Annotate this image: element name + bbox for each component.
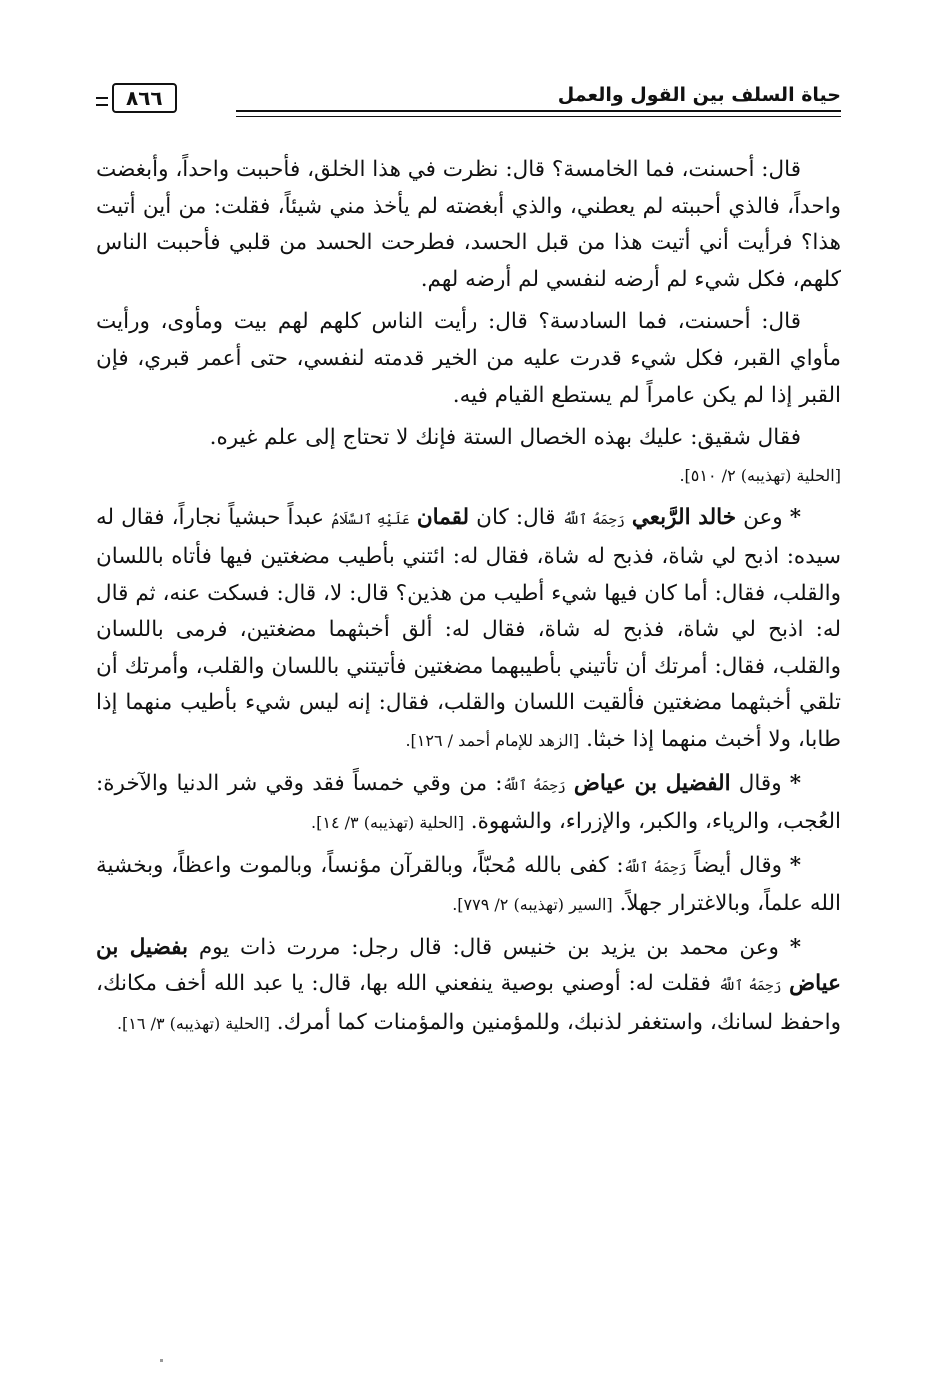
- paragraph-7: [96, 930, 841, 1043]
- text: وقال: [738, 770, 782, 796]
- person-name: خالد الرَّبعي: [631, 505, 736, 531]
- page-number: ٨٦٦: [112, 83, 177, 113]
- paragraph-2: قال: أحسنت، فما السادسة؟ قال: رأيت الناس كلهم لهم بيت ومأوى، ورأيت مأواي القبر، فكل شيء قدرت عليه من الخير قدمته لنفسي، حتى أعمر قبري، فإن القبر إذا لم يكن عامراً لم يستطع القيام فيه.: [96, 309, 841, 408]
- text: وعن محمد بن يزيد بن خنيس قال: قال رجل: مررت ذات يوم: [198, 934, 779, 960]
- citation: [السير (تهذيبه) ٢/ ٧٧٩].: [452, 895, 613, 915]
- honorific: رَحِمَهُ ٱللَّهُ: [718, 978, 782, 995]
- paragraph-1: قال: أحسنت، فما الخامسة؟ قال: نظرت في هذا الخلق، فأحببت واحداً، وأبغضت واحداً، فالذي أحببته لم يعطني، والذي أبغضته لم يأخذ مني شيئاً، فقلت: من أين أتيت هذا؟ فرأيت أني أتيت هذا من قبل الحسد، فطرحت الحسد من قلبي فأحببت الناس كلهم، فكل شيء لم أرضه لنفسي لم أرضه لهم.: [96, 157, 841, 292]
- text: وقال أيضاً: [694, 852, 782, 878]
- header-ornament: [96, 97, 108, 106]
- paragraph-5: [96, 766, 841, 842]
- person-name: الفضيل بن عياض: [573, 770, 731, 796]
- star-bullet: *: [789, 852, 801, 878]
- person-name: بفضيل بن عياض: [96, 934, 842, 997]
- citation: [الزهد للإمام أحمد / ١٢٦].: [405, 730, 580, 750]
- citation: [الحلية (تهذيبه) ٣/ ١٦].: [116, 1014, 270, 1034]
- text: فقلت له: أوصني بوصية ينفعني الله بها، قال: يا عبد الله أخف مكانك، واحفظ لسانك، واستغفر لذنبك، وللمؤمنين والمؤمنات كما أمرك.: [96, 971, 841, 1036]
- honorific: رَحِمَهُ ٱللَّهُ: [623, 859, 687, 876]
- page-body: [96, 152, 841, 1049]
- running-title: حياة السلف بين القول والعمل: [557, 84, 841, 106]
- star-bullet: *: [789, 505, 802, 531]
- paragraph-3-text: فقال شقيق: عليك بهذه الخصال الستة فإنك لا تحتاج إلى علم غيره.: [209, 425, 801, 451]
- paragraph-3: [96, 420, 841, 494]
- honorific: رَحِمَهُ ٱللَّهُ: [562, 512, 625, 529]
- paragraph-6: [96, 848, 841, 924]
- scan-speck: [160, 1359, 163, 1362]
- text: عبداً حبشياً نجاراً، فقال له سيده: اذبح لي شاة، فذبح له شاة، فقال له: ائتني بأطيب مضغتين فيها فأتاه باللسان والقلب، فقال: أما كان فيها شيء أطيب من هذين؟ قال: لا، قال: فسكت عنه، ثم قال له: اذبح لي شاة، فذبح له شاة، فقال له: ألق أخبثهما مضغتين، فرمى باللسان والقلب، فقال: أمرتك أن تأتيني بأطيبهما مضغتين فأتيتني باللسان والقلب، وأمرتك أن تلقي أخبثهما مضغتين فألقيت اللسان والقلب، فقال: إنه ليس شيء بأطيب منهما إذا طابا، ولا أخبث منهما إذا خبثا.: [96, 505, 841, 752]
- person-name: لقمان: [416, 505, 470, 531]
- honorific: عَلَيْهِ ٱلسَّلَامُ: [331, 512, 410, 529]
- citation: [الحلية (تهذيبه) ٣/ ١٤].: [311, 813, 464, 833]
- citation: [الحلية (تهذيبه) ٢/ ٥١٠].: [679, 465, 841, 485]
- text: وعن: [743, 505, 783, 531]
- star-bullet: *: [789, 934, 801, 960]
- honorific: رَحِمَهُ ٱللَّهُ: [502, 777, 566, 794]
- paragraph-4: [96, 500, 841, 759]
- text: : من وقي خمساً فقد وقي شر الدنيا والآخرة: العُجب، والرياء، والكبر، والإزراء، والشهوة.: [96, 770, 841, 835]
- page-header: [96, 78, 841, 128]
- star-bullet: *: [789, 770, 802, 796]
- text: قال: كان: [476, 505, 556, 531]
- text: : كفى بالله مُحبّاً، وبالقرآن مؤنساً، وبالموت واعظاً، وبخشية الله علماً، وبالاغترار جهلاً.: [96, 852, 841, 917]
- header-rule: [236, 110, 841, 117]
